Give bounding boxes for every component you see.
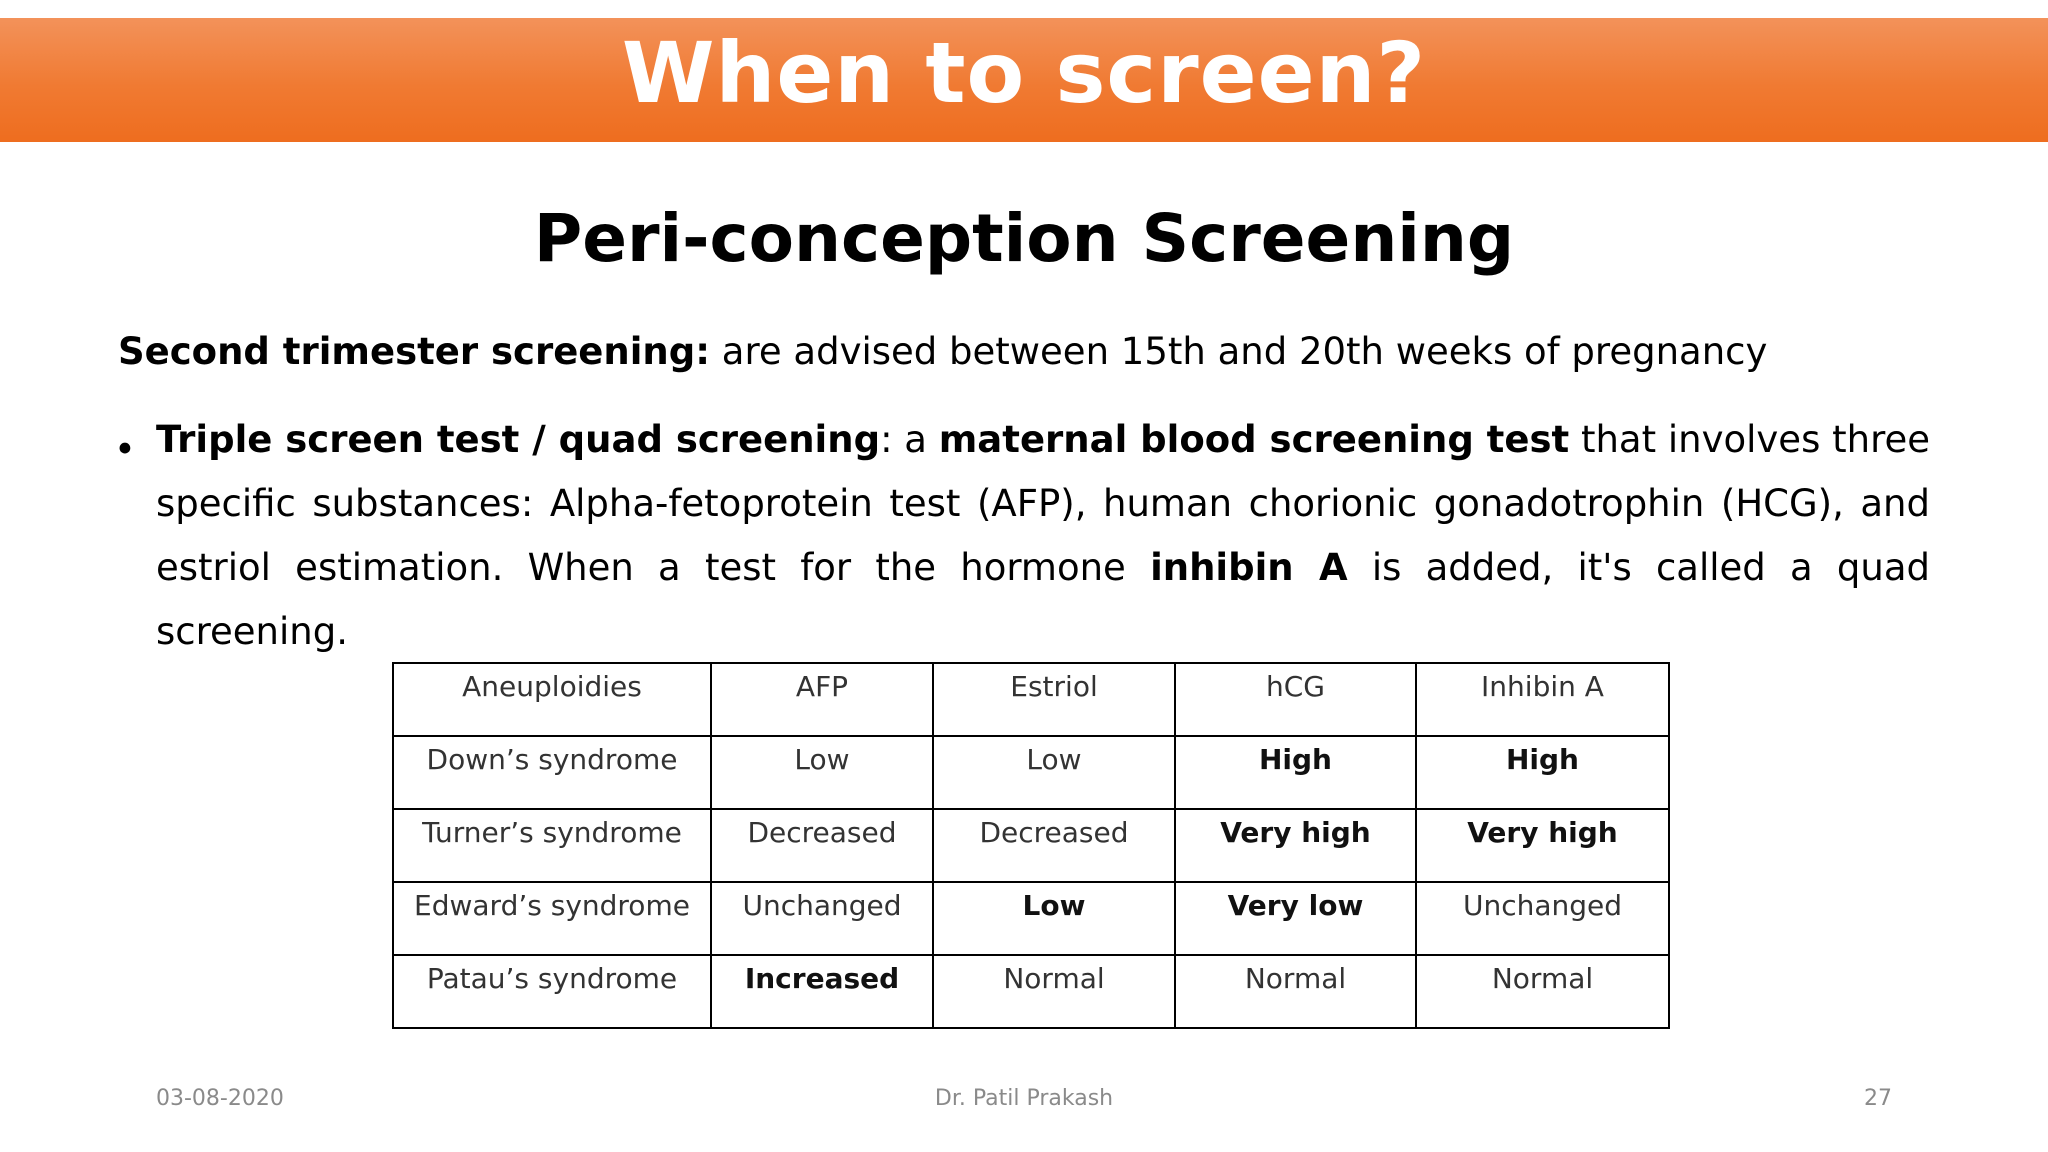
slide-subtitle: Peri-conception Screening: [533, 200, 1515, 277]
footer-date: 03-08-2020: [156, 1086, 284, 1111]
table-header-cell: AFP: [711, 663, 933, 736]
bullet-term-2: maternal blood screening test: [938, 418, 1570, 461]
intro-label: Second trimester screening:: [118, 330, 711, 373]
intro-text: are advised between 15th and 20th weeks of pregnancy: [710, 330, 1768, 373]
title-bar: [0, 18, 2048, 142]
table-cell: High: [1416, 736, 1669, 809]
intro-paragraph: [118, 326, 1938, 378]
table-cell: Normal: [1175, 955, 1416, 1028]
table-header-cell: hCG: [1175, 663, 1416, 736]
table-cell: Very low: [1175, 882, 1416, 955]
table-cell: Very high: [1175, 809, 1416, 882]
table-cell: Low: [711, 736, 933, 809]
footer-page-number: 27: [1864, 1086, 1892, 1111]
table-cell: Low: [933, 736, 1175, 809]
bullet-paragraph: [156, 408, 1930, 664]
bullet-text-2: is added, it's called a quad screening.: [156, 546, 1931, 653]
table-row: [393, 736, 1669, 809]
table-header-cell: Inhibin A: [1416, 663, 1669, 736]
table-cell: Unchanged: [1416, 882, 1669, 955]
table-row: [393, 809, 1669, 882]
bullet-text-1: that involves three specific substances: Alpha-fetoprotein test (AFP), human chorionic gonadotrophin (HCG), and estriol estimation. When a test for the hormone: [156, 418, 1930, 589]
bullet-term: Triple screen test / quad screening: [156, 418, 881, 461]
table-cell: High: [1175, 736, 1416, 809]
table-cell: Normal: [1416, 955, 1669, 1028]
table-cell: Patau’s syndrome: [393, 955, 711, 1028]
table-cell: Decreased: [933, 809, 1175, 882]
footer-author: Dr. Patil Prakash: [934, 1086, 1114, 1111]
table-cell: Low: [933, 882, 1175, 955]
bullet-marker: •: [114, 428, 136, 471]
table-cell: Turner’s syndrome: [393, 809, 711, 882]
table-cell: Increased: [711, 955, 933, 1028]
table-cell: Down’s syndrome: [393, 736, 711, 809]
table-cell: Normal: [933, 955, 1175, 1028]
slide-title: When to screen?: [621, 24, 1427, 122]
table-cell: Edward’s syndrome: [393, 882, 711, 955]
table-row: [393, 955, 1669, 1028]
table-header-row: [393, 663, 1669, 736]
aneuploidy-table: [392, 662, 1670, 1029]
table-header-cell: Aneuploidies: [393, 663, 711, 736]
table-cell: Unchanged: [711, 882, 933, 955]
table-header-cell: Estriol: [933, 663, 1175, 736]
table-row: [393, 882, 1669, 955]
bullet-term-3: inhibin A: [1150, 546, 1348, 589]
bullet-separator: : a: [880, 418, 939, 461]
table-cell: Decreased: [711, 809, 933, 882]
table-cell: Very high: [1416, 809, 1669, 882]
